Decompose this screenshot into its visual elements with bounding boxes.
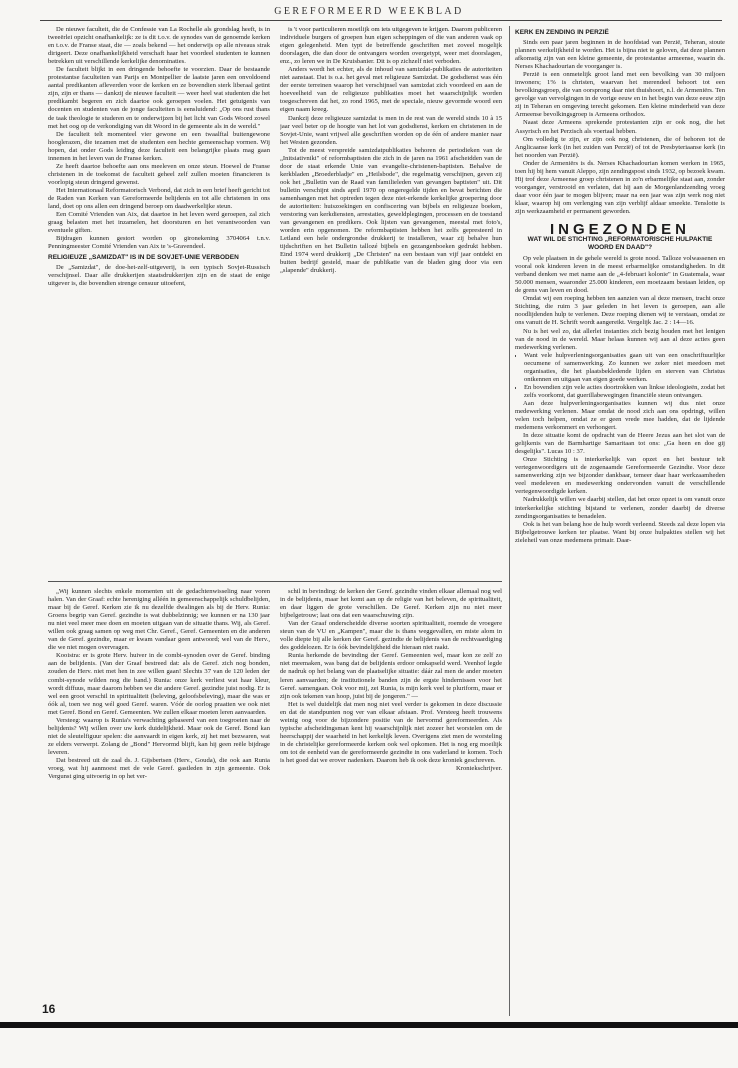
col2-paragraphs bbox=[280, 26, 502, 275]
paragraph: De „Samizdat", de doe-het-zelf-uitgeverij, is een typisch Sovjet-Russisch verschijnsel. Daar alle drukkerijen staatsdrukkerijen zijn en de staat de enige uitgever is, die bovendien strenge censuur uitoefent, bbox=[48, 264, 270, 288]
paragraph: De faculteit blijkt in een dringende behoefte te voorzien. Daar de bestaande protestantse faculteiten van Parijs en Montpellier de laatste jaren een onvoldoend aantal predikanten afleverden voor de kerken en ze bovendien sterk liberaal getint zijn, zijn er thans — dankzij de nieuwe faculteit — weer heel wat studenten die het predikambt begeren en zich daartoe ook geroepen voelen. Het getuigenis van docenten en studenten van de jonge faculteiten is eensluidend: „Op ons rust thans de taak theologie te studeren en te onderwijzen bij het licht van Gods Woord zowel met het oog op de verkondiging van dit Woord in de gemeente als in de wereld." bbox=[48, 66, 270, 130]
col1-paragraphs bbox=[48, 26, 270, 251]
paragraph: Anders wordt het echter, als de inhoud van samizdat-publikaties de autoriteiten niet aanstaat. Dat is o.a. het geval met religieuze Samizdat. De godsdienst was één der eerste terreinen waarop het verschijnsel van samizdat zich voordeed en aan de hoeveelheid van de religieuze publikaties moet het waarschijnlijk worden toegeschreven dat het, zo rond 1965, met de speciale, nieuw gevormde woord een eigen naam kreeg. bbox=[280, 66, 502, 114]
column-1 bbox=[48, 26, 270, 579]
bottom-left-column bbox=[48, 588, 270, 996]
paragraph: Naast deze Armeens sprekende protestanten zijn er ook nog, die het Assyrisch en het Perzisch als voertaal hebben. bbox=[515, 119, 725, 135]
top-rule bbox=[40, 20, 722, 21]
paragraph: De faculteit telt momenteel vier gewone en een twaalftal buitengewone hooglerazen, die tezamen met de studenten een hechte gemeenschap vormen. Wij hopen, dat onder Gods leiding deze faculteit een belangrijke plaats mag gaan innemen in het leven van de Franse kerken. bbox=[48, 130, 270, 162]
paragraph: Dankzij deze religieuze samizdat is men in de rest van de wereld sinds 10 à 15 jaar veel beter op de hoogte van het lot van godsdienst, kerken en christenen in de Sovjet-Unie, want vrijwel alle geschriften worden op de één of andere manier naar het Westen gezonden. bbox=[280, 114, 502, 146]
page-number: 16 bbox=[42, 1002, 56, 1016]
col3-paragraphs-3 bbox=[515, 400, 725, 545]
signature: Kroniekschrijver. bbox=[456, 765, 502, 773]
paragraph: Het is wel duidelijk dat men nog niet veel verder is gekomen in deze discussie en dat de standpunten nog ver van elkaar afstaan. Prof. Versteeg heeft trouwens weinig oog voor de bijzondere positie van de hervormd gereformeerden. Als typische afscheidingsman kent hij waarschijnlijk niet zozeer het worstelen om de heerschappij der waarheid in het kerkelijk leven. Overigens ziet men de worsteling in de christelijke gereformeerde kerken ook wel opkomen. Het is nog erg moeilijk om tot de eenheid van de gereformeerde gezindte in ons vaderland te komen. Toch is het goed dat we erover nadenken. Daarom heb ik ook deze kroniek geschreven. bbox=[280, 700, 502, 764]
paragraph: In deze situatie komt de opdracht van de Heere Jezus aan het slot van de gelijkenis van de Barmhartige Samaritaan tot ons: „Ga heen en doe gij desgelijks". Lucas 10 : 37. bbox=[515, 432, 725, 456]
paragraph: Omdat wij een roeping hebben ten aanzien van al deze mensen, tracht onze Stichting, die ruim 3 jaar geleden in het leven is geroepen, aan alle noodlijdenden hulp te verlenen. Deze roeping dienen wij te verstaan, omdat ze ons vanuit de H. Schrift wordt aangereikt. Vergelijk Jac. 2 : 14—16. bbox=[515, 295, 725, 327]
paragraph: Bijdragen kunnen gestort worden op gironekening 3704064 t.n.v. Penningmeester Comité Vrienden van Aix te 's-Gravendeel. bbox=[48, 235, 270, 251]
paragraph: Sinds een paar jaren beginnen in de hoofdstad van Perzië, Teheran, stoute plannen werkelijkheid te worden. Het is bijna niet te geloven, dat deze plannen afkomstig zijn van een kleine gemeente, de protestantse armeense, waarin ds. Nerses Khachadourian de voorganger is. bbox=[515, 39, 725, 71]
bottom-middle-column bbox=[280, 588, 502, 996]
paragraph: Het Internationaal Reformatorisch Verbond, dat zich in een brief heeft gericht tot de Raden van Kerken van Gereformeerde belijdenis en tot alle christenen in ons land, doet op ons allen een dringend beroep om daadwerkelijke steun. bbox=[48, 186, 270, 211]
paragraph: Perzië is een onmetelijk groot land met een bevolking van 30 miljoen inwoners; 1% is christen, waarvan het merendeel behoort tot een bevolkingsgroep, die van oorsprong daar niet thuishoort, n.l. de Armeniërs. Ten gevolge van vervolgingen in de vorige eeuw en in het begin van deze eeuw zijn zij in Teheran en omgeving terecht gekomen. Een kleine minderheid van deze Armeense bevolkingsgroep is Armeens orthodox. bbox=[515, 71, 725, 119]
paragraph: is 't voor particulieren moeilijk om iets uitgegeven te krijgen. Daarom publiceren individuele burgers of groepen hun eigen scheppingen of die van anderen vaak op eigen gelegenheid. Men typt de betreffende geschriften met zoveel mogelijk doorslagen, die dan door de ontvangers worden overgetypt, weer met doorslagen, enz., zo leren we in De Kruisbanier. Dit is op zichzelf niet verboden. bbox=[280, 26, 502, 66]
heading-samizdat: RELIGIEUZE „SAMIZDAT" IS IN DE SOVJET-UNIE VERBODEN bbox=[48, 254, 239, 262]
paragraph: Tot de meest verspreide samizdatpublikaties behoren de periodieken van de „Initsiativniki" of reformbaptisten die zich in de jaren na 1961 afscheidden van de door de staat erkende Unie van evangelie-christenen-baptisten. Behalve de kerkbladen „Broederbladje" en „Heilsbode", die regelmatig verschijnen, geven zij ook het „Bulletin van de Raad van familieleden van gevangen baptisten" uit. Dit bulletin verschijnt sinds april 1970 op ongeregelde tijden en bevat berichten die samenhangen met het optreden tegen deze niet-erkende kerkelijke groepering door de autoriteiten: huiszoekingen en confiscering van bijbels en religieuze boeken, verstoring van kerkdiensten, arrestaties, geweldplegingen, processen en de toestand van gevangenen en predikers. Ook lijsten van gevangenen, meestal met foto's, worden erin opgenomen. De reformbaptisten hebben het zelfs gepresteerd in Letland een hele ondergrondse drukkerij te installeren, waar zij behalve hun tijdschriften en het Bulletin tallozé bijbels en gezangenboeken gedrukt hebben. Eind 1974 werd drukkerij „De Christen" na een bestaan van vijf jaar ontdekt en buiten bedrijf gesteld, maar de publikatie van de bladen ging door via een „slapende" drukkerij. bbox=[280, 146, 502, 275]
heading-perzie: KERK EN ZENDING IN PERZIË bbox=[515, 29, 609, 36]
paragraph: Nu is het wel zo, dat allerlei instanties zich bezig houden met het lenigen van de nood in de wereld. Maar helaas kunnen wij aan al deze acties geen medewerking verlenen. bbox=[515, 327, 725, 351]
paragraph: Op vele plaatsen in de gehele wereld is grote nood. Talloze volwassenen en vooral ook kinderen leven in de meest erbarmelijke omstandigheden. In dit verband denken we met name aan de „4-februari kolonie" in Guatemala, waar 50.000 mensen, waaronder 25.000 kinderen, een moeizaam bestaan leiden, op de grens van leven en dood. bbox=[515, 255, 725, 295]
ingezonden-title: INGEZONDEN bbox=[549, 221, 690, 239]
paragraph: Om volledig te zijn, er zijn ook nog christenen, die of behoren tot de Anglicaanse kerk (in het zuiden van Perzië) of tot de Presbyteriaanse kerk (in het noorden van Perzië). bbox=[515, 135, 725, 159]
paragraph: Onze Stichting is interkerkelijk van opzet en het bestuur telt vertegenwoordigers uit de zogenaamde Gereformeerde Gezindte. Voor deze samenwerking zijn we bijzonder dankbaar, temeer daar haar werkzaamheden veel medeleven en medewerking ondervonden vanuit de verschillende vertegenwoordigde kerken. bbox=[515, 456, 725, 496]
ingezonden-subtitle: WAT WIL DE STICHTING „REFORMATORISCHE HULPAKTIE WOORD EN DAAD"? bbox=[527, 236, 713, 252]
paragraph: Ze heeft daartoe behoefte aan ons meeleven en onze steun. Hoewel de Franse christenen in de toekomst de faculteit geheel zelf zullen moeten financieren is voorlopig steun dringend gewenst. bbox=[48, 162, 270, 186]
scan-edge bbox=[0, 1022, 738, 1028]
col3-list bbox=[515, 352, 725, 400]
paragraph: Onder de Armeniërs is ds. Nerses Khachadourian komen werken in 1965, toen hij bij hem vanuit Aleppo, zijn zendingspost sinds 1932, op bezoek kwam. Hij trof deze Armeense groep christenen in zo'n erbarmelijke staat aan, zonder voorganger, verstrooid en verlaten, dat hij aan de Morgenlandzending vroeg daar voor één jaar te mogen blijven; maar na een jaar was zijn werk nog niet klaar, waarop hij om verlenging van zijn verblijf aldaar smeekte. Tenslotte is zijn werkzaamheid er permanent geworden. bbox=[515, 159, 725, 215]
col3-paragraphs bbox=[515, 39, 725, 216]
paragraph: Dat bestreed uit de zaal ds. J. Gijsbertsen (Herv., Gouda), die ook aan Runia vroeg, wat hij aanmoest met de vele Geref. gastleden in zijn gemeente. Ook Vergunst ging uitvoerig in op het ver- bbox=[48, 756, 270, 781]
paragraph: Van der Graaf onderscheidde diverse soorten spiritualiteit, roemde de vroegere steun van de VU en „Kampen", maar die is thans weggevallen, en miste alom in volle diepte bij alle kerken der Geref. gezindte de belijdenis van de rechtvaardiging des goddelozen. Er is óók bevindelijkheid die hieraan niet raakt. bbox=[280, 620, 502, 652]
paragraph: Een Comité Vrienden van Aix, dat daartoe in het leven werd geroepen, zal zich graag belasten met het inzamelen, het doorsturen en het verantwoorden van eventuele giften. bbox=[48, 211, 270, 235]
list-item: • En bovendien zijn vele acties doortrokken van linkse ideologieën, zodat het zelfs voorkomt, dat guerillabewegingen financiële steun ontvangen. bbox=[524, 384, 725, 400]
col3-paragraphs-2 bbox=[515, 255, 725, 352]
column-2 bbox=[280, 26, 502, 579]
col1-paragraphs-2 bbox=[48, 264, 270, 288]
paragraph: Kooistra: er is grote Herv. huiver in de combi-synoden over de Geref. binding aan de belijdenis. (Van der Graaf bestreed dat: als de Geref. zich nog bonden, zouden de Herv. niet met hen in zee willen gaan! Slechts 37 van de 120 leden der combi-synode wilden nog die band.) Runia: onze kerk verliest wat haar kleur, wordt diffuus, maar daarom hebben we die andere Geref. gezindte juist nodig. Er is wel een groot verschil in spiritualiteit (beleving, geloofsbeleving), maar die was er óók al, toen we nog wél goed Geref. waren. Vóór de oorlog praatten we ook niet met Geref. Bond en Geref. Gemeenten. We zullen elkaar moeten leren aanvaarden. bbox=[48, 652, 270, 716]
section-divider bbox=[48, 581, 502, 582]
bottom-left-paragraphs bbox=[48, 588, 270, 781]
bottom-middle-paragraphs bbox=[280, 588, 502, 765]
paragraph: Runia herkende de bevinding der Geref. Gemeenten wel, maar kon ze zelf zo niet meemaken, was bang dat de belijdenis erdoor omkapseld werd. Veenhof legde de nadruk op het belang van de plaatselijke situatie: dáár zal men de ander moeten leren aanvaarden; de institutionele banden zijn de ergste hindernissen voor het Geref. samengaan. Ook voor mij, zei Runia, is mijn kerk veel te pluriform, maar er zijn ook tekenen van hoop, juist bij de jongeren." — bbox=[280, 652, 502, 700]
masthead: GEREFORMEERD WEEKBLAD bbox=[274, 6, 464, 17]
paragraph: Nadrukkelijk willen we daarbij stellen, dat het onze opzet is om vanuit onze interkerkelijke stichting bijstand te verlenen, zonder daarbij de diverse zendingsorganisaties te benadelen. bbox=[515, 496, 725, 520]
paragraph: De nieuwe faculteit, die de Confessie van La Rochelle als grondslag heeft, is in tweeërlei opzicht onafhankelijk: ze is dit t.o.v. de synodes van de genoemde kerken en t.o.v. de Franse staat, die — zoals bekend — het onderwijs op alle niveaus strak dirigeert. Deze onafhankelijkheid verschaft haar het voordeel studenten te kunnen betrekken uit verschillende kerkelijke denominaties. bbox=[48, 26, 270, 66]
column-3 bbox=[515, 26, 725, 1016]
paragraph: „Wij kunnen slechts enkele momenten uit de gedachtenwisseling naar voren halen. Van der Graaf: echte hereniging alléén in gemeenschappelijk schuldbelijden, maar bij de Geref. Kerken zie ik nu dezelfde dwalingen als bij de Herv. Runia: Groens begrip van Geref. gezindte is wat dubbelzinnig; we kunnen er na 130 jaar nu niet veel meer mee doen en moeten uitgaan van de situatie thans. Wij, als Geref. willen ook graag samen op weg met Chr. Geref., Geref. Gemeenten en die anderen van de Geref. gezindte, maar er kwam vandaar geen antwoord; wel van de Herv., die we niet mogen overvragen. bbox=[48, 588, 270, 652]
paragraph: Aan deze hulpverleningsorganisaties kunnen wij dus niet onze medewerking verlenen. Maar omdat de nood zich aan ons opdringt, willen velen toch helpen, omdat ze er geen vrede mee hadden, dat de lijdende medemens verkommert en verhongert. bbox=[515, 399, 725, 432]
column-rule bbox=[509, 26, 510, 1016]
paragraph: Ook is het van belang hoe de hulp wordt verleend. Steeds zal deze lopen via Bijbelgetrouwe kerken ter plaatse. Want bij onze hulpakties stellen wij het zieleheil van onze medemens primair. Daar- bbox=[515, 520, 725, 544]
list-item: • Want vele hulpverleningsorganisaties gaan uit van een onschriftuurlijke oecumene of samenwerking. Zo kunnen we zeker niet meedoen met organisaties, die het plaatsbekledende lijden en sterven van Christus ontkennen en uitgaan van eigen goede werken. bbox=[524, 352, 725, 384]
paragraph: schil in bevinding: de kerken der Geref. gezindte vinden elkaar allemaal nog wel in de belijdenis, maar het komt aan op de religie van het beleven, de spiritualiteit, en daar liggen de grote verschillen. De Geref. Kerken zijn nu niet meer bijbelgetrouw; laat ons dat een waarschuwing zijn. bbox=[280, 588, 502, 620]
paragraph: Versteeg: waarop is Runia's verwachting gebaseerd van een toegroeien naar de belijdenis? Wij willen over uw kerk duidelijkheid. Maar ook de Geref. Bond kan niet de sleutelfiguur spelen: die aanvaardt in eigen kerk, zij het met bezwaren, wat ze elders verwerpt. Zolang de „Bond" Hervormd blijft, kan hij geen reële bijdrage leveren. bbox=[48, 716, 270, 756]
